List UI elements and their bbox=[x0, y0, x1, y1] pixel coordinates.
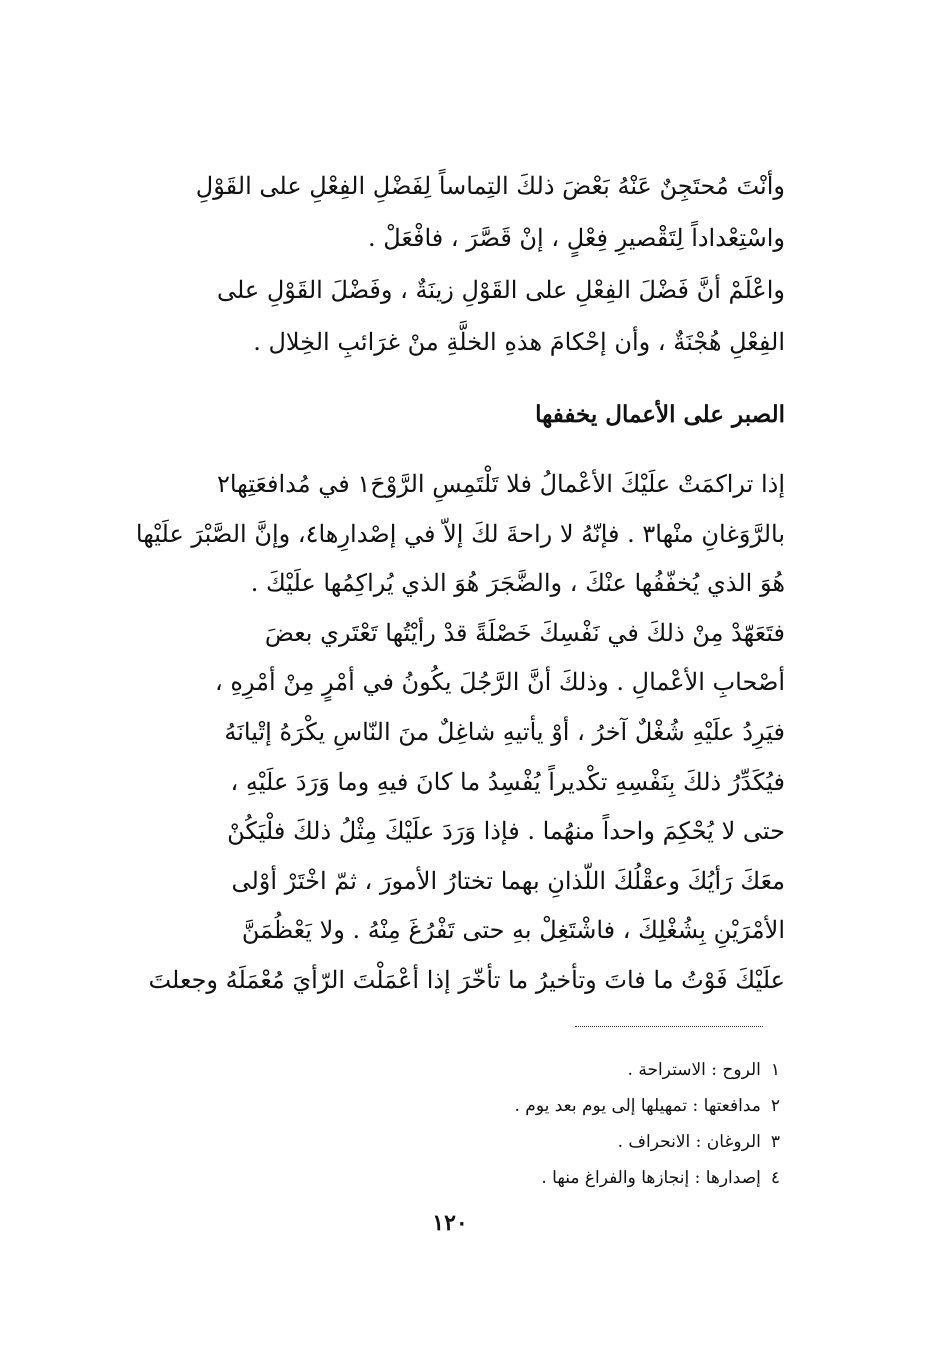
footnote-item bbox=[380, 1124, 780, 1160]
opening-paragraphs bbox=[105, 160, 785, 368]
text-line: إذا تراكمَتْ علَيْكَ الأعْمالُ فلا تَلْتَمِسِ الرَّوْحَ١ في مُدافعَتِها٢ bbox=[216, 470, 785, 498]
footnote-item bbox=[380, 1052, 780, 1088]
footnote-divider bbox=[575, 1026, 763, 1027]
text-line: هُوَ الذي يُخفّفُها عنْكَ ، والضَّجَرَ هُوَ الذي يُراكِمُها علَيْكَ . bbox=[250, 569, 785, 598]
footnote-text: الروح : الاستراحة . bbox=[627, 1060, 761, 1080]
text-line: فتَعَهّدْ مِنْ ذلكَ في نَفْسِكَ خَصْلَةً قدْ رأيْتُها تَعْتَري بعضَ bbox=[264, 618, 785, 647]
text-line: بالرَّوَغانِ منْها٣ . فإنّهُ لا راحةَ لكَ إلاّ في إصْدارِها٤، وإنَّ الصَّبْرَ علَيْها bbox=[135, 519, 785, 548]
footnote-number: ٤ bbox=[770, 1168, 780, 1188]
footnote-text: إصدارها : إنجازها والفراغ منها . bbox=[541, 1168, 761, 1188]
footnote-number: ١ bbox=[770, 1060, 780, 1080]
footnote-text: الروغان : الانحراف . bbox=[617, 1132, 761, 1152]
footnote-text: مدافعتها : تمهيلها إلى يوم بعد يوم . bbox=[514, 1096, 761, 1116]
text-line: وأنْتَ مُحتَجِنٌ عَنْهُ بَعْضَ ذلكَ التِماساً لِفَضْلِ الفِعْلِ على القَوْلِ bbox=[195, 172, 785, 200]
text-line: علَيْكَ فَوْتُ ما فاتَ وتأخيرُ ما تأخّرَ إذا أعْمَلْتَ الرّأيَ مُعْمَلَهُ وجعلتَ bbox=[148, 965, 785, 994]
text-line: حتى لا يُحْكِمَ واحداً منهُما . فإذا وَرَدَ علَيْكَ مِثْلُ ذلكَ فلْيَكُنْ bbox=[227, 817, 785, 846]
main-paragraphs bbox=[105, 460, 785, 1006]
text-line: واعْلَمْ أنَّ فَضْلَ الفِعْلِ على القَوْلِ زينَةٌ ، وفَضْلَ القَوْلِ على bbox=[216, 276, 785, 304]
section-heading: الصبر على الأعمال يخففها bbox=[535, 401, 785, 428]
text-line: معَكَ رَأيُكَ وعقْلُكَ اللّذانِ بهما تختارُ الأمورَ ، ثمّ اخْتَرْ أوْلى bbox=[231, 866, 785, 895]
text-line: الفِعْلِ هُجْنَةٌ ، وأن إحْكامَ هذهِ الخلَّةِ منْ غرَائبِ الخِلال . bbox=[253, 328, 785, 356]
footnote-item bbox=[380, 1088, 780, 1124]
footnote-number: ٣ bbox=[770, 1132, 780, 1152]
footnotes bbox=[380, 1052, 780, 1196]
text-line: فيَرِدُ علَيْهِ شُغْلٌ آخرُ ، أوْ يأتيهِ شاغِلٌ منَ النّاسِ يكْرَهُ إتْيانَهُ bbox=[224, 717, 785, 746]
footnote-item bbox=[380, 1160, 780, 1196]
text-line: فيُكَدِّرُ ذلكَ بِنَفْسِهِ تكْديراً يُفْسِدُ ما كانَ فيهِ وما وَرَدَ علَيْهِ ، bbox=[230, 767, 785, 796]
text-line: الأمْرَيْنِ بِشُغْلِكَ ، فاشْتَغِلْ بهِ حتى تَفْرُغَ مِنْهُ . ولا يَعْظُمَنَّ bbox=[241, 916, 785, 945]
page-number: ١٢٠ bbox=[432, 1210, 468, 1236]
text-line: واسْتِعْداداً لِتَقْصيرِ فِعْلٍ ، إنْ قَصَّرَ ، فافْعَلْ . bbox=[367, 224, 785, 252]
footnote-number: ٢ bbox=[770, 1096, 780, 1116]
text-line: أصْحابِ الأعْمالِ . وذلكَ أنَّ الرَّجُلَ يكُونُ في أمْرٍ مِنْ أمْرِهِ ، bbox=[214, 668, 785, 697]
